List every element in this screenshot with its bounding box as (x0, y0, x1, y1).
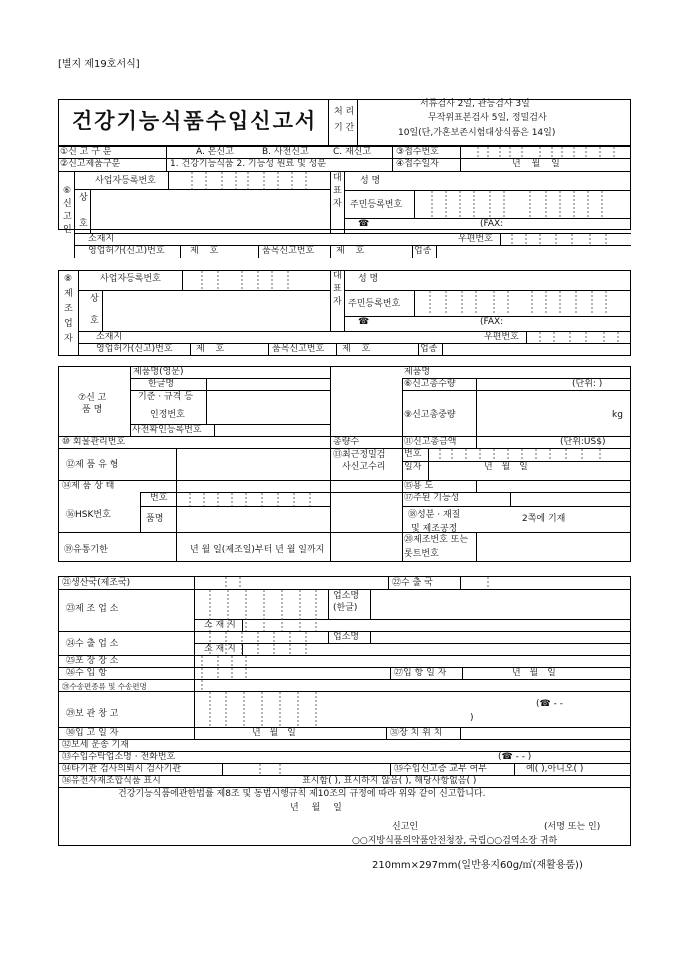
product-name-eng: 제품명(영문) (133, 367, 184, 377)
warehouse-phone-close: ) (470, 713, 474, 723)
product-spec-label: 기준 · 규격 등 (138, 392, 193, 402)
ingredient-attach-note: 2쪽에 기재 (522, 514, 566, 524)
agent-phone: (☎ - - ) (498, 752, 532, 762)
warehousing-date-label: ㉚입 고 일 자 (66, 728, 119, 738)
declarant-postal-label: 우편번호 (458, 234, 493, 244)
product-weight-label: ⑨신고총중량 (404, 410, 456, 420)
processing-period-label: 처 리 기 간 (334, 107, 355, 133)
manufacturer-item-label: 품목신고번호 (272, 344, 325, 354)
declaration-type-re[interactable]: C. 재신고 (333, 147, 372, 157)
cargo-count-label: 총량수 (333, 437, 360, 447)
maker-name-label: 업소명 (한글) (333, 591, 360, 613)
declaration-type-main[interactable]: A. 본신고 (196, 147, 234, 157)
manufacturer-site-label: ㉓제 조 업 소 (66, 604, 119, 614)
product-type-label: ⑫제 품 유 형 (66, 460, 119, 470)
declarant-address-label: 소재지 (88, 234, 115, 244)
form-title: 건강기능식품수입신고서 (72, 108, 318, 133)
origin-country-label: ㉑생산국(제조국) (62, 578, 131, 588)
manufacturer-bizno-label: 사업자등록번호 (100, 274, 161, 284)
warehousing-date-value[interactable]: 년 월 일 (252, 728, 296, 738)
recipient-line: ○○지방식품의약품안전청장, 국립○○검역소장 귀하 (352, 836, 558, 846)
manufacturer-fax: (FAX: (480, 317, 504, 327)
product-use-label: ⑮용 도 (404, 481, 434, 491)
expiry-value[interactable]: 년 월 일(제조일)부터 년 월 일까지 (190, 545, 325, 555)
agent-label: ㉝수입수탁업소명 · 전화번호 (62, 752, 176, 762)
product-state-label: ⑭제 품 상 태 (62, 481, 115, 491)
exporter-site-label: ㉔수 출 업 소 (66, 639, 119, 649)
manufacturer-postal-label: 우편번호 (484, 332, 519, 342)
arrival-date-value[interactable]: 년 월 일 (512, 668, 556, 678)
product-name-label: ⑦신 고 품 명 (78, 393, 107, 415)
receipt-date-value[interactable]: 년 월 일 (512, 159, 560, 169)
product-cert-label: 인정번호 (150, 410, 185, 420)
declarant-side-label: ⑥ 신 고 인 (63, 186, 72, 235)
declarant-item-label: 품목신고번호 (262, 246, 315, 256)
arrival-date-label: ㉗입 항 일 자 (394, 668, 447, 678)
manufacturer-name-label: 상 호 (90, 294, 99, 326)
packing-place-label: ㉕포 장 장 소 (66, 656, 119, 666)
import-port-label: ㉖수 입 항 (66, 668, 107, 678)
processing-line-1: 서류검사 2일, 관능검사 3일 (420, 99, 530, 109)
product-name-kor: 한글명 (148, 379, 175, 389)
manufacturer-side-label: ⑧ 제 조 업 자 (64, 274, 73, 344)
manufacturer-address-label: 소재지 (96, 332, 123, 342)
total-amount-label: ⑪신고총금액 (404, 437, 457, 447)
manufacturer-rep-label: 대 표 자 (333, 271, 342, 307)
bonded-transport-label: ㉜보세 운송 기재 (62, 740, 129, 750)
ingredient-label: ⑱성분 · 재질 및 제조공정 (408, 510, 461, 534)
gmo-options[interactable]: 표시함( ), 표시하지 않음( ), 해당사항없음( ) (302, 776, 477, 786)
declarant-license-label: 영업허가(신고)번호 (88, 246, 165, 256)
recent-inspection-date-value[interactable]: 년 월 일 (484, 462, 528, 472)
product-class-label: ②신고제품구분 (60, 159, 121, 169)
manufacturer-license-no[interactable]: 제 호 (196, 344, 225, 354)
declarant-biztype-label: 업종 (414, 246, 432, 256)
declaration-date[interactable]: 년 월 일 (290, 803, 342, 813)
lot-number-label: ⑳제조번호 또는 롯트번호 (404, 535, 469, 559)
expiry-label: ⑲유통기한 (64, 545, 108, 555)
declarant-rep-id: 주민등록번호 (350, 200, 403, 210)
declarant-item-no[interactable]: 제 호 (336, 246, 365, 256)
product-qty-unit: (단위: ) (572, 379, 603, 389)
declarant-rep-name: 성 명 (360, 176, 381, 186)
cargo-mgmt-label: ⑩ 회물관리번호 (62, 437, 126, 447)
warehouse-label: ㉙보 관 창 고 (66, 709, 119, 719)
manufacturer-rep-name: 성 명 (358, 274, 379, 284)
receipt-date-label: ④접수일자 (396, 159, 439, 169)
hsk-number-label: 번호 (150, 493, 168, 503)
processing-line-2: 무작위표본검사 5일, 정밀검사 (428, 113, 547, 123)
declarant-rep-label: 대 표 자 (333, 173, 342, 209)
declarant-bizno-label: 사업자등록번호 (95, 176, 156, 186)
product-prodname-label: 제품명 (404, 367, 431, 377)
legal-statement: 건강기능식품에관한법률 제8조 및 동법시행규칙 제10조의 규정에 따라 위와 같이 신고합니다. (118, 789, 486, 799)
hsk-label: ⑯HSK번호 (66, 510, 111, 520)
product-pre-reg-label: 사전확인등록번호 (132, 425, 202, 435)
hsk-name-label: 품명 (146, 514, 164, 524)
product-qty-label: ⑥신고총수량 (404, 379, 456, 389)
paper-spec: 210mm×297mm(일반용지60g/㎡(재활용품)) (372, 860, 583, 871)
other-lab-label: ㉞타기관 검사의뢰시 검사기관 (62, 764, 182, 774)
recent-inspection-date: 일자 (404, 462, 422, 472)
transport-label: ㉘수송편종류 및 수송편명 (62, 682, 147, 691)
manufacturer-biztype-label: 업종 (420, 344, 438, 354)
applicant-label: 신고인 (392, 822, 419, 832)
manufacturer-item-no[interactable]: 제 호 (342, 344, 371, 354)
main-function-label: ⑰주된 기능성 (404, 493, 460, 503)
storage-location-label: ㉛장 치 위 치 (390, 728, 443, 738)
signature-label: (서명 또는 인) (544, 822, 601, 832)
warehouse-phone: (☎ - - (536, 699, 563, 709)
recent-inspection-label: ⑬최근정밀검 사신고수리 (333, 450, 386, 472)
exporter-address-label: 소 재 지 (204, 644, 236, 654)
product-class-options[interactable]: 1. 건강기능식품 2. 기능성 원료 및 성분 (170, 159, 327, 169)
form-number: [별지 제19호서식] (58, 59, 140, 70)
gmo-label: ㊱유전자재조합식품 표시 (62, 776, 161, 786)
phone-icon: ☎ (358, 219, 370, 229)
declarant-license-no[interactable]: 제 호 (190, 246, 219, 256)
manufacturer-rep-id: 주민등록번호 (348, 299, 401, 309)
certificate-issue-label: ㉟수입신고증 교부 여부 (394, 764, 487, 774)
declarant-fax: (FAX: (480, 219, 504, 229)
export-country-label: ㉒수 출 국 (392, 578, 433, 588)
processing-line-3: 10일(단,가혼보존시험대상식품은 14일) (398, 128, 556, 138)
section-origin (58, 576, 631, 846)
declarant-name-label: 상 호 (79, 193, 88, 229)
maker-address-label: 소 재 지 (204, 620, 236, 630)
total-amount-unit: (단위:US$) (560, 437, 606, 447)
manufacturer-phone-icon: ☎ (358, 317, 370, 327)
product-weight-unit: kg (612, 410, 623, 420)
certificate-issue-options[interactable]: 예( ),아니오( ) (526, 764, 584, 774)
recent-inspection-no: 번호 (404, 449, 422, 459)
manufacturer-license-label: 영업허가(신고)번호 (96, 344, 173, 354)
receipt-number-label: ③접수번호 (396, 147, 439, 157)
exporter-name-label: 업소명 (333, 632, 360, 642)
declaration-type-label: ①신 고 구 분 (60, 147, 112, 157)
declaration-type-pre[interactable]: B. 사전신고 (262, 147, 309, 157)
